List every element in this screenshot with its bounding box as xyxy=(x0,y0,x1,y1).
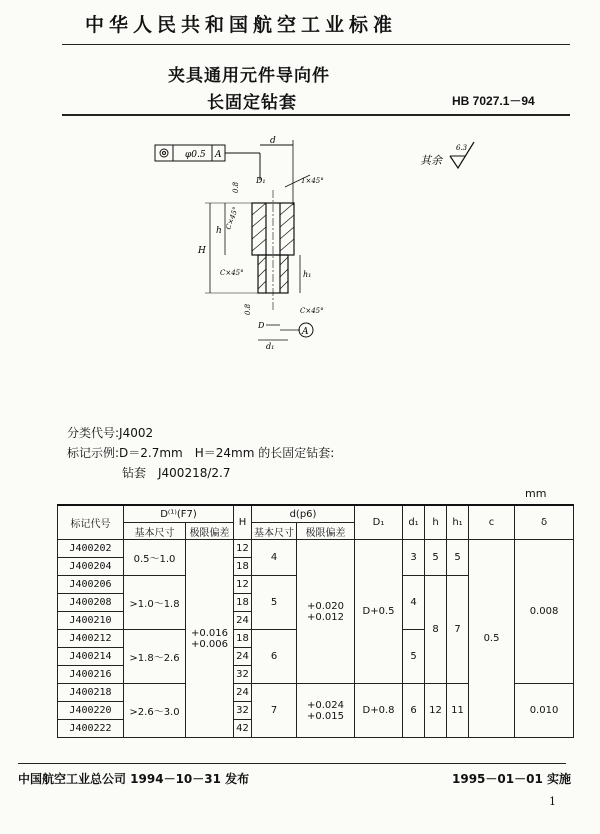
header-D1: D₁ xyxy=(355,505,403,540)
header-d1: d₁ xyxy=(403,505,425,540)
H-value: 32 xyxy=(234,666,252,684)
roughness-value: 6.3 xyxy=(456,144,468,152)
h1-value: 7 xyxy=(447,576,469,684)
datum-circle-letter: A xyxy=(302,327,309,337)
title-rule xyxy=(62,114,570,116)
h-value: 12 xyxy=(425,684,447,738)
d-deviation-2 xyxy=(297,684,355,738)
dim-h1: h₁ xyxy=(303,270,312,279)
marking-example: 标记示例:D＝2.7mm H＝24mm 的长固定钻套: xyxy=(67,446,335,460)
H-value: 18 xyxy=(234,630,252,648)
header-delta: δ xyxy=(515,505,574,540)
sleeve-example: 钻套 J400218/2.7 xyxy=(122,466,231,480)
page-number: 1 xyxy=(549,795,556,808)
c-value: 0.5 xyxy=(469,540,515,738)
dim-c-right: C×45° xyxy=(300,307,324,315)
d-basic: 7 xyxy=(252,684,297,738)
drill-sleeve-drawing xyxy=(140,135,370,355)
table-row-code: J400214 xyxy=(58,648,124,666)
d-dev-lower: +0.015 xyxy=(307,710,345,722)
H-value: 42 xyxy=(234,720,252,738)
d-basic: 5 xyxy=(252,576,297,630)
table-row-code: J400210 xyxy=(58,612,124,630)
tolerance-value: φ0.5 xyxy=(185,150,206,160)
header-D-dev: 极限偏差 xyxy=(186,523,234,540)
table-row-code: J400212 xyxy=(58,630,124,648)
d-deviation-1 xyxy=(297,540,355,684)
dim-c-left: C×45° xyxy=(220,269,244,277)
header-d-basic: 基本尺寸 xyxy=(252,523,297,540)
standard-body-title: 中华人民共和国航空工业标准 xyxy=(85,14,398,36)
dim-h: h xyxy=(216,226,222,236)
d1-value: 4 xyxy=(403,576,425,630)
d-dev-upper: +0.024 xyxy=(307,699,345,711)
header-h: h xyxy=(425,505,447,540)
header-D: D⁽¹⁾(F7) xyxy=(124,505,234,523)
header-D-basic: 基本尺寸 xyxy=(124,523,186,540)
rough-mark: 0.8 xyxy=(232,181,240,193)
tolerance-datum: A xyxy=(215,150,222,160)
delta-value: 0.008 xyxy=(515,540,574,684)
header-d: d(p6) xyxy=(252,505,355,523)
header-H: H xyxy=(234,505,252,540)
H-value: 24 xyxy=(234,684,252,702)
d-basic: 6 xyxy=(252,630,297,684)
dim-D1: D₁ xyxy=(256,176,266,185)
roughness-note: 其余 xyxy=(420,154,442,167)
H-value: 24 xyxy=(234,612,252,630)
header-rule xyxy=(62,44,570,45)
document-title-line1: 夹具通用元件导向件 xyxy=(168,66,330,86)
table-row-code: J400222 xyxy=(58,720,124,738)
dim-H: H xyxy=(198,246,206,256)
spec-table xyxy=(57,504,574,738)
D-deviation xyxy=(186,540,234,738)
rough-mark-bottom: 0.8 xyxy=(244,303,252,315)
h-value: 8 xyxy=(425,576,447,684)
H-value: 24 xyxy=(234,648,252,666)
D1-value: D+0.5 xyxy=(355,540,403,684)
D-range: >2.6～3.0 xyxy=(124,684,186,738)
header-h1: h₁ xyxy=(447,505,469,540)
H-value: 12 xyxy=(234,540,252,558)
dim-D: D xyxy=(258,321,265,330)
d-dev-upper: +0.020 xyxy=(307,600,345,612)
table-row-code: J400216 xyxy=(58,666,124,684)
H-value: 18 xyxy=(234,594,252,612)
H-value: 18 xyxy=(234,558,252,576)
dim-chamfer-top: 1×45° xyxy=(301,177,324,185)
table-row-code: J400218 xyxy=(58,684,124,702)
H-value: 12 xyxy=(234,576,252,594)
table-row-code: J400204 xyxy=(58,558,124,576)
d-dev-lower: +0.012 xyxy=(307,611,345,623)
classification-code: 分类代号:J4002 xyxy=(67,426,154,440)
unit-label: mm xyxy=(525,487,547,500)
table-row-code: J400206 xyxy=(58,576,124,594)
standard-code: HB 7027.1－94 xyxy=(452,94,535,108)
d-basic: 4 xyxy=(252,540,297,576)
d1-value: 3 xyxy=(403,540,425,576)
table-row-code: J400208 xyxy=(58,594,124,612)
H-value: 32 xyxy=(234,702,252,720)
document-title-line2: 长固定钻套 xyxy=(207,93,297,113)
table-row-code: J400220 xyxy=(58,702,124,720)
h1-value: 5 xyxy=(447,540,469,576)
dim-d1: d₁ xyxy=(266,342,275,351)
D-dev-lower: +0.006 xyxy=(191,638,229,650)
D1-value: D+0.8 xyxy=(355,684,403,738)
D-range: >1.0～1.8 xyxy=(124,576,186,630)
D-dev-upper: +0.016 xyxy=(191,627,229,639)
table-row-code: J400202 xyxy=(58,540,124,558)
delta-value: 0.010 xyxy=(515,684,574,738)
publisher-line: 中国航空工业总公司 1994－10－31 发布 xyxy=(18,772,250,786)
effective-date: 1995－01－01 实施 xyxy=(452,772,571,786)
header-c: c xyxy=(469,505,515,540)
header-code: 标记代号 xyxy=(58,505,124,540)
h-value: 5 xyxy=(425,540,447,576)
header-d-dev: 极限偏差 xyxy=(297,523,355,540)
footer-rule xyxy=(18,763,566,764)
D-range: >1.8～2.6 xyxy=(124,630,186,684)
d1-value: 5 xyxy=(403,630,425,684)
d1-value: 6 xyxy=(403,684,425,738)
roughness-symbol xyxy=(420,138,490,178)
dim-angle: C×45° xyxy=(224,205,240,231)
dim-d: d xyxy=(270,136,276,146)
h1-value: 11 xyxy=(447,684,469,738)
D-range: 0.5～1.0 xyxy=(124,540,186,576)
